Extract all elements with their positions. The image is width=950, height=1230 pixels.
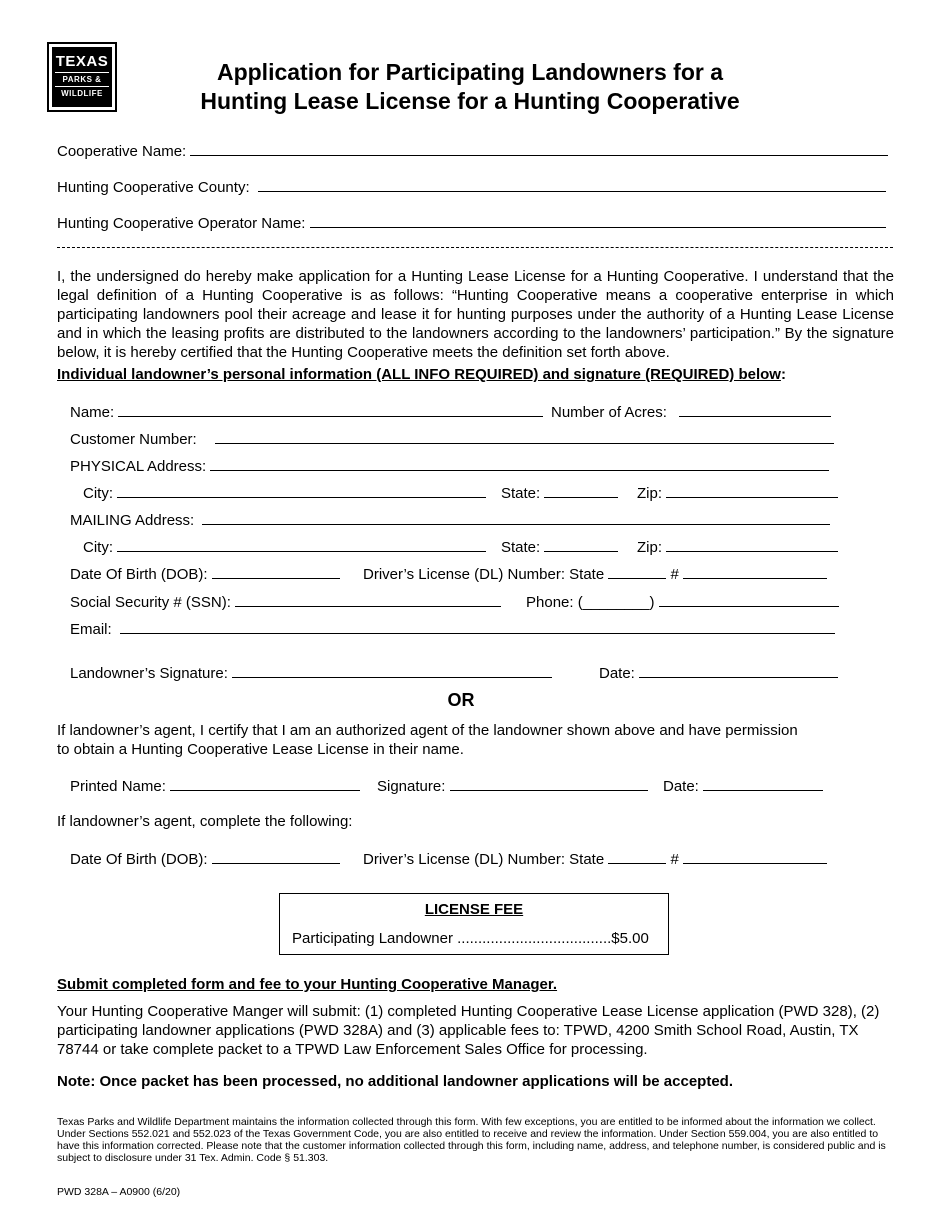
agent-certify-text: [57, 721, 907, 759]
customer-number-label: Customer Number:: [70, 431, 197, 448]
intro-paragraph: I, the undersigned do hereby make application for a Hunting Lease License for a Hunting Cooperative. I understand that the legal definition of a Hunting Cooperative is as follows: “Hunting Cooperative means a cooperative enterprise in which participating landowners pool their acreage and lease it for hunting purposes under the authority of a Hunting Lease License and in which the leasing profits are distributed to the landowners according to the landowners’ participation.” By the signature below, it is hereby certified that the Hunting Cooperative meets the definition set forth above.: [57, 268, 894, 361]
physical-city-field[interactable]: [117, 483, 486, 498]
agent-printed-name-row: [70, 776, 360, 795]
landowner-signature-field[interactable]: [232, 663, 552, 678]
cooperative-county-label: Hunting Cooperative County:: [57, 179, 250, 196]
license-fee-title: LICENSE FEE: [424, 901, 524, 918]
agent-dl-row: [363, 849, 827, 868]
section-divider: [57, 247, 893, 248]
cooperative-county-field[interactable]: [258, 177, 886, 192]
agent-dl-state-field[interactable]: [608, 849, 666, 864]
mailing-state-field[interactable]: [544, 537, 618, 552]
landowner-date-row: [599, 663, 838, 682]
physical-state-field[interactable]: [544, 483, 618, 498]
agent-printed-name-field[interactable]: [170, 776, 360, 791]
license-fee-box: [279, 893, 669, 955]
landowner-date-label: Date:: [599, 665, 635, 682]
physical-address-field[interactable]: [210, 456, 829, 471]
customer-number-field[interactable]: [215, 429, 834, 444]
agent-date-row: [663, 776, 823, 795]
ssn-row: [70, 592, 501, 611]
zip-label: Zip:: [637, 539, 663, 556]
landowner-signature-row: [70, 663, 552, 682]
landowner-name-row: [70, 402, 543, 421]
section-heading-text: Individual landowner’s personal information (ALL INFO REQUIRED) and signature (REQUIRED) below: [57, 366, 781, 383]
privacy-notice: Texas Parks and Wildlife Department maintains the information collected through this form. With few exceptions, you are entitled to be informed about the information we collect. Under Sections 552.021 and 552.023 of the Texas Government Code, you are also entitled to receive and review the information. Under Section 559.004, you are also entitled to have this information corrected. Please note that the customer information collected through this form, including name, address, and telephone number, is considered public and is subject to disclosure under 31 Tex. Admin. Code § 51.303.: [57, 1116, 886, 1164]
acres-row: [551, 402, 831, 421]
dob-field[interactable]: [212, 564, 340, 579]
submit-heading: Submit completed form and fee to your Hunting Cooperative Manager.: [57, 976, 558, 993]
form-id: PWD 328A – A0900 (6/20): [57, 1186, 181, 1198]
cooperative-name-row: [57, 141, 888, 160]
mailing-zip-row: [637, 537, 838, 556]
mailing-address-row: [70, 510, 830, 529]
ssn-label: Social Security # (SSN):: [70, 594, 231, 611]
agent-signature-field[interactable]: [450, 776, 648, 791]
mailing-city-row: [83, 537, 486, 556]
dl-row: [363, 564, 827, 583]
agent-dob-field[interactable]: [212, 849, 340, 864]
state-label: State:: [501, 539, 541, 556]
logo-divider: [55, 86, 109, 87]
mailing-zip-field[interactable]: [666, 537, 838, 552]
dl-hash: #: [670, 566, 679, 583]
logo-text-wildlife: WILDLIFE: [61, 89, 103, 98]
cooperative-operator-label: Hunting Cooperative Operator Name:: [57, 215, 306, 232]
agent-printed-name-label: Printed Name:: [70, 778, 166, 795]
dl-state-field[interactable]: [608, 564, 666, 579]
landowner-signature-label: Landowner’s Signature:: [70, 665, 228, 682]
tpwd-logo: [47, 42, 117, 112]
section-heading: [57, 366, 786, 383]
page-title: [150, 58, 790, 116]
physical-state-row: [501, 483, 618, 502]
phone-row: [526, 592, 839, 611]
physical-address-label: PHYSICAL Address:: [70, 458, 207, 475]
cooperative-county-row: [57, 177, 886, 196]
agent-signature-label: Signature:: [377, 778, 446, 795]
or-divider: OR: [447, 690, 475, 710]
mailing-city-field[interactable]: [117, 537, 486, 552]
name-label: Name:: [70, 404, 115, 421]
agent-signature-row: [377, 776, 648, 795]
agent-date-field[interactable]: [703, 776, 823, 791]
email-field[interactable]: [120, 619, 835, 634]
cooperative-name-field[interactable]: [190, 141, 888, 156]
dl-label: Driver’s License (DL) Number: State: [363, 566, 605, 583]
submit-paragraph: Your Hunting Cooperative Manger will submit: (1) completed Hunting Cooperative Lease License application (PWD 328), (2) participating landowner applications (PWD 328A) and (3) applicable fees to: TPWD, 4200 Smith School Road, Austin, TX 78744 or take complete packet to a TPWD Law Enforcement Sales Office for processing.: [57, 1003, 880, 1058]
mailing-state-row: [501, 537, 618, 556]
acres-label: Number of Acres:: [551, 404, 667, 421]
city-label: City:: [83, 539, 113, 556]
agent-certify-line-1: If landowner’s agent, I certify that I am an authorized agent of the landowner shown above and have permission: [57, 722, 798, 739]
agent-date-label: Date:: [663, 778, 699, 795]
cooperative-name-label: Cooperative Name:: [57, 143, 187, 160]
cooperative-operator-field[interactable]: [310, 213, 886, 228]
ssn-field[interactable]: [235, 592, 501, 607]
email-label: Email:: [70, 621, 112, 638]
dob-label: Date Of Birth (DOB):: [70, 566, 208, 583]
agent-dl-label: Driver’s License (DL) Number: State: [363, 851, 605, 868]
city-label: City:: [83, 485, 113, 502]
physical-zip-row: [637, 483, 838, 502]
title-line-2: Hunting Lease License for a Hunting Cooperative: [200, 88, 740, 114]
agent-dl-hash: #: [670, 851, 679, 868]
agent-complete-text: If landowner’s agent, complete the following:: [57, 813, 353, 830]
state-label: State:: [501, 485, 541, 502]
name-field[interactable]: [118, 402, 543, 417]
title-line-1: Application for Participating Landowners for a: [216, 59, 724, 85]
phone-field[interactable]: [659, 592, 839, 607]
logo-text-parks: PARKS &: [62, 75, 102, 84]
landowner-date-field[interactable]: [639, 663, 838, 678]
physical-zip-field[interactable]: [666, 483, 838, 498]
mailing-address-field[interactable]: [202, 510, 830, 525]
acres-field[interactable]: [679, 402, 831, 417]
logo-text-texas: TEXAS: [55, 53, 109, 70]
agent-dl-number-field[interactable]: [683, 849, 827, 864]
agent-dob-row: [70, 849, 340, 868]
license-fee-item: Participating Landowner .....................................$5.00: [292, 930, 649, 947]
physical-city-row: [83, 483, 486, 502]
physical-address-row: [70, 456, 829, 475]
agent-dob-label: Date Of Birth (DOB):: [70, 851, 208, 868]
phone-label[interactable]: Phone: (________): [526, 594, 655, 611]
logo-badge: [52, 47, 112, 107]
cooperative-operator-row: [57, 213, 886, 232]
zip-label: Zip:: [637, 485, 663, 502]
dob-row: [70, 564, 340, 583]
agent-certify-line-2: to obtain a Hunting Cooperative Lease License in their name.: [57, 741, 464, 758]
logo-divider: [55, 72, 109, 73]
mailing-address-label: MAILING Address:: [70, 512, 195, 529]
email-row: [70, 619, 835, 638]
section-heading-colon: :: [780, 366, 786, 383]
customer-number-row: [70, 429, 834, 448]
dl-number-field[interactable]: [683, 564, 827, 579]
processing-note: Note: Once packet has been processed, no additional landowner applications will be accepted.: [57, 1073, 733, 1090]
